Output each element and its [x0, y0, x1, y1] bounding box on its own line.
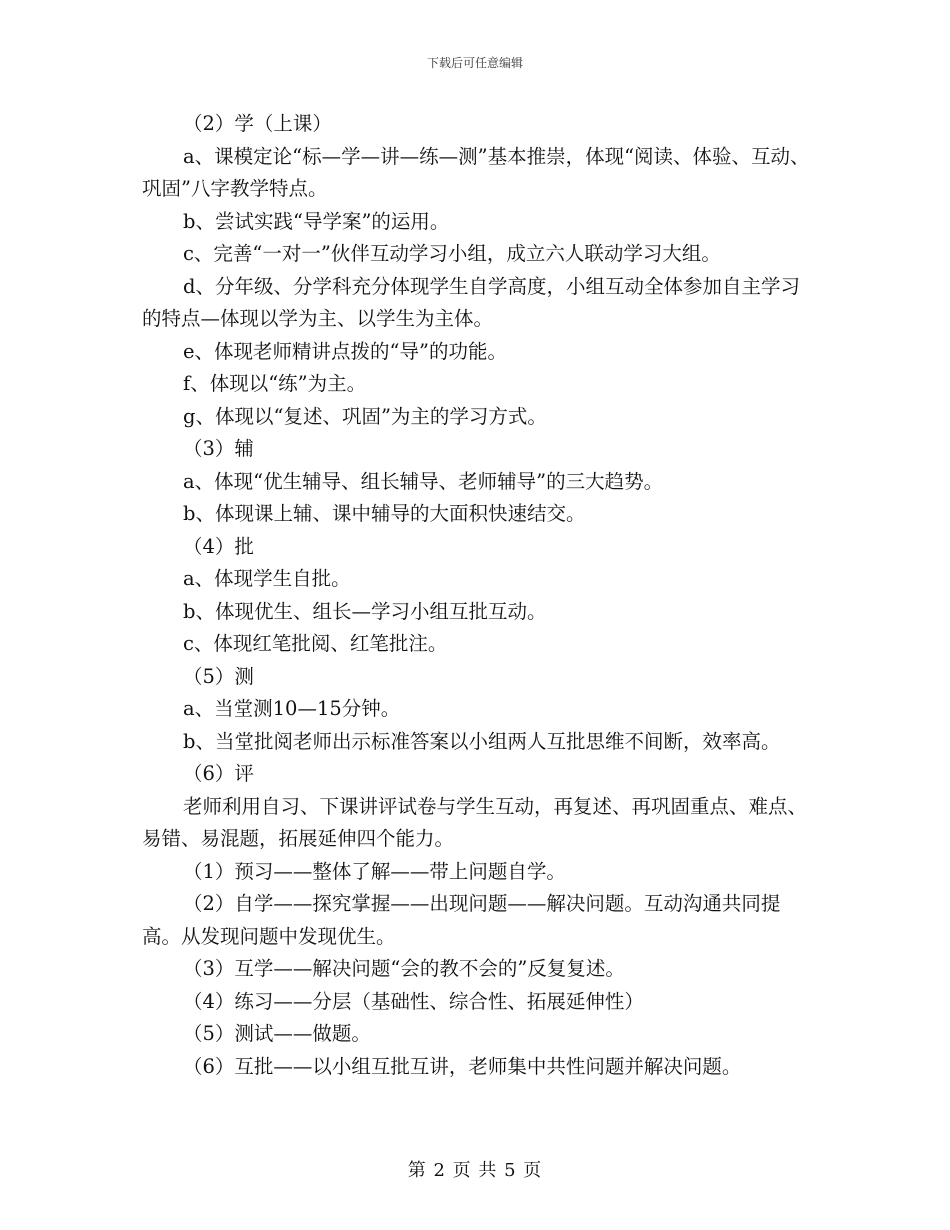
page-header: 下载后可任意编辑: [426, 56, 523, 70]
paragraph: （2）学（上课）: [183, 112, 332, 135]
paragraph: （2）自学——探究掌握——出现问题——解决问题。互动沟通共同提高。从发现问题中发现优生。: [142, 892, 781, 948]
paragraph: f、体现以“练”为主。: [183, 372, 367, 395]
paragraph: b、尝试实践“导学案”的运用。: [183, 209, 450, 233]
paragraph: e、体现老师精讲点拨的“导”的功能。: [183, 339, 507, 363]
paragraph: b、当堂批阅老师出示标准答案以小组两人互批思维不间断，效率高。: [183, 729, 781, 753]
paragraph: （6）互批——以小组互批互讲，老师集中共性问题并解决问题。: [183, 1054, 742, 1078]
paragraph: b、体现优生、组长—学习小组互批互动。: [183, 599, 547, 623]
body-text: [142, 108, 810, 1083]
paragraph: （3）辅: [183, 437, 254, 460]
paragraph: （3）互学——解决问题“会的教不会的”反复复述。: [183, 957, 625, 980]
paragraph: g、体现以“复述、巩固”为主的学习方式。: [183, 404, 547, 428]
paragraph: 老师利用自习、下课讲评试卷与学生互动，再复述、再巩固重点、难点、易错、易混题，拓展延伸四个能力。: [142, 794, 808, 850]
paragraph: a、课模定论“标—学—讲—练—测”基本推崇，体现“阅读、体验、互动、巩固”八字教学特点。: [142, 144, 810, 200]
paragraph: a、体现“优生辅导、组长辅导、老师辅导”的三大趋势。: [183, 469, 664, 493]
paragraph: a、当堂测10—15分钟。: [183, 697, 401, 720]
paragraph: d、分年级、分学科充分体现学生自学高度，小组互动全体参加自主学习的特点—体现以学为主、以学生为主体。: [142, 274, 800, 330]
paragraph: a、体现学生自批。: [183, 567, 351, 590]
page-number-footer: 第 2 页 共 5 页: [407, 1160, 543, 1181]
paragraph: c、完善“一对一”伙伴互动学习小组，成立六人联动学习大组。: [183, 242, 721, 265]
paragraph: （5）测: [183, 664, 254, 688]
paragraph: （4）批: [183, 534, 254, 558]
paragraph: （4）练习——分层（基础性、综合性、拓展延伸性）: [183, 989, 644, 1013]
paragraph: （5）测试——做题。: [183, 1022, 371, 1045]
paragraph: （1）预习——整体了解——带上问题自学。: [183, 859, 566, 883]
paragraph: b、体现课上辅、课中辅导的大面积快速结交。: [183, 502, 586, 525]
paragraph: c、体现红笔批阅、红笔批注。: [183, 632, 448, 655]
paragraph: （6）评: [183, 762, 254, 785]
